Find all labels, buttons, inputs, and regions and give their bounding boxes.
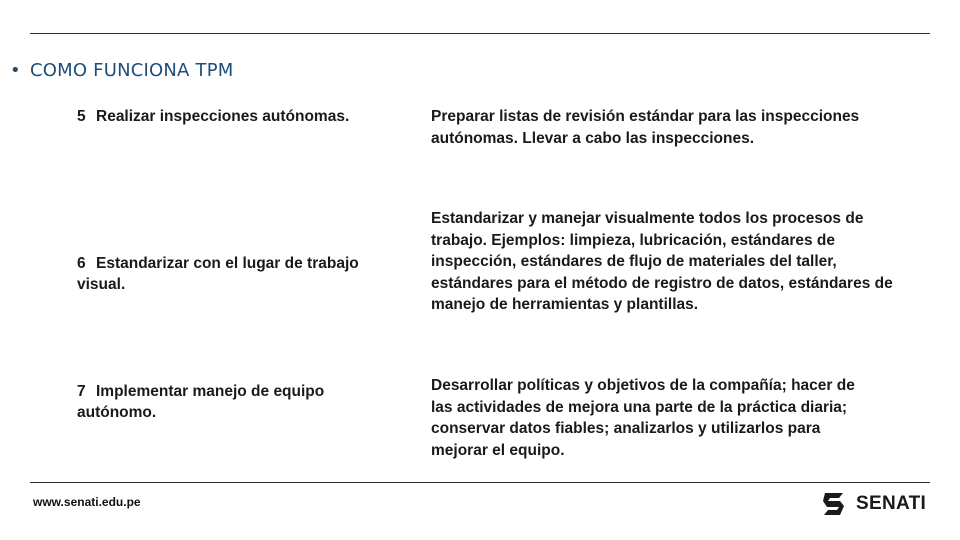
step-7-title (77, 381, 324, 423)
step-5-title (77, 106, 349, 127)
step-title-text: Estandarizar con el lugar de trabajo visual. (77, 255, 359, 293)
step-6-title (77, 253, 359, 295)
step-6-description: Estandarizar y manejar visualmente todos los procesos de trabajo. Ejemplos: limpieza, lubricación, estándares de inspección, estándares de flujo de materiales del taller, estándares para el método de registro de datos, estándares de manejo de herramientas y plantillas. (431, 210, 893, 313)
heading-text: COMO FUNCIONA TPM (30, 60, 234, 81)
step-5-description: Preparar listas de revisión estándar para las inspecciones autónomas. Llevar a cabo las inspecciones. (431, 108, 860, 147)
step-number: 7 (77, 383, 86, 400)
senati-logo (820, 490, 926, 518)
bottom-divider (30, 482, 930, 483)
step-7-description: Desarrollar políticas y objetivos de la compañía; hacer de las actividades de mejora una parte de la práctica diaria; conservar datos fiables; analizarlos y utilizarlos para mejorar el equipo. (431, 377, 855, 459)
step-number: 6 (77, 255, 86, 272)
top-divider (30, 33, 930, 34)
senati-logo-icon (820, 490, 848, 518)
step-title-text: Realizar inspecciones autónomas. (96, 108, 350, 125)
slide-heading (10, 60, 233, 81)
step-title-text: Implementar manejo de equipo autónomo. (77, 383, 325, 421)
footer-url[interactable]: www.senati.edu.pe (33, 495, 141, 509)
logo-text: SENATI (856, 493, 927, 514)
bullet-marker: • (10, 60, 21, 81)
step-number: 5 (77, 108, 86, 125)
